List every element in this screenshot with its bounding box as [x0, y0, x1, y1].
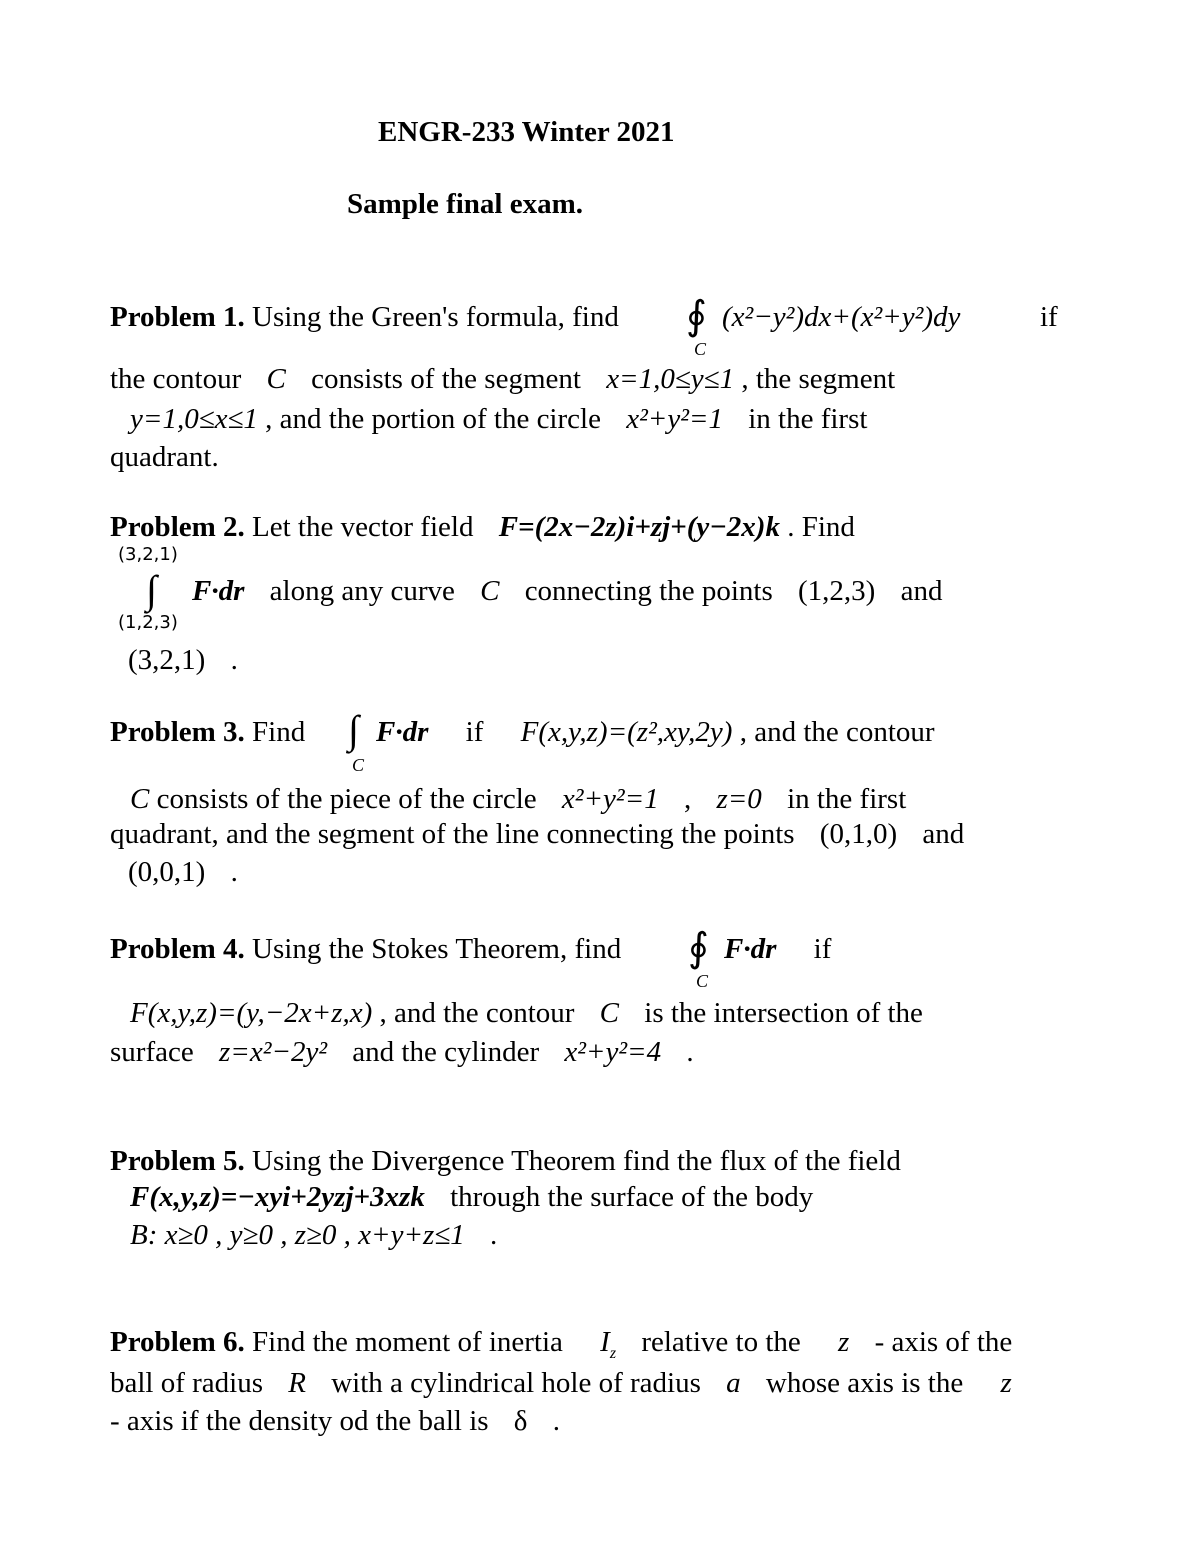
problem-5-text: through the surface of the body [450, 1181, 814, 1213]
problem-2-text: . [230, 644, 238, 676]
problem-1-segment-1: x=1,0≤y≤1 [606, 363, 735, 395]
problem-2-upper-bound: (3,2,1) [118, 544, 178, 565]
problem-3-text: . [230, 856, 238, 888]
problem-2-text: connecting the points [524, 575, 773, 607]
contour-integral-icon: ∮ [688, 925, 709, 970]
problem-2-label: Problem 2. [110, 511, 245, 543]
problem-6-text: with a cylindrical hole of radius [331, 1367, 701, 1399]
problem-6-hole-radius: a [726, 1367, 741, 1399]
problem-1-text: , and the portion of the circle [265, 403, 601, 435]
problem-2-field: F=(2x−2z)i+zj+(y−2x)k [498, 511, 780, 543]
problem-6-label: Problem 6. [110, 1326, 245, 1358]
problem-3-intro: Find [252, 716, 306, 748]
problem-6-text: . [552, 1405, 560, 1437]
problem-6-density: δ [513, 1405, 528, 1437]
problem-3-point-1: (0,1,0) [819, 818, 898, 850]
problem-4-label: Problem 4. [110, 933, 245, 965]
problem-6-inertia-subscript: z [609, 1344, 617, 1362]
problem-1-circle: x²+y²=1 [626, 403, 723, 435]
problem-3-contour-var: C [130, 783, 150, 815]
problem-1-contour-var: C [266, 363, 286, 395]
problem-3-text: consists of the piece of the circle [156, 783, 537, 815]
problem-1-expression: (x²−y²)dx+(x²+y²)dy [722, 301, 961, 333]
problem-6-intro: Find the moment of inertia [252, 1326, 563, 1358]
problem-6-text: - axis if the density od the ball is [110, 1405, 489, 1437]
problem-1-text: quadrant. [110, 441, 219, 473]
problem-3-text: in the first [787, 783, 907, 815]
problem-6-inertia-symbol: I [600, 1326, 610, 1358]
problem-3-contour-label: C [352, 755, 365, 775]
problem-4-text: , and the contour [379, 997, 575, 1029]
problem-4-integrand: F·dr [724, 933, 777, 965]
problem-2-lower-bound: (1,2,3) [118, 612, 178, 633]
problem-4-surface: z=x²−2y² [218, 1036, 328, 1068]
problem-2-text: . Find [787, 511, 855, 543]
problem-3-label: Problem 3. [110, 716, 245, 748]
problem-1-text: in the first [748, 403, 868, 435]
problem-6-text: whose axis is the [765, 1367, 964, 1399]
line-integral-icon: ∫ [146, 567, 157, 612]
problem-3-integrand: F·dr [376, 716, 429, 748]
problem-4-text: is the intersection of the [644, 997, 923, 1029]
problem-6-text: relative to the [641, 1326, 801, 1358]
problem-1-intro: Using the Green's formula, find [252, 301, 619, 333]
problem-3-text: if [465, 716, 484, 748]
problem-4-contour-var: C [599, 997, 620, 1029]
contour-integral-icon: ∮ [686, 293, 707, 338]
problem-2-curve: C [480, 575, 500, 607]
exam-course-title: ENGR-233 Winter 2021 [378, 116, 675, 148]
problem-6-inertia [600, 1326, 617, 1362]
problem-3-text: quadrant, and the segment of the line connecting the points [110, 818, 795, 850]
problem-3-text: , [683, 783, 692, 815]
problem-6-text: - axis of the [874, 1326, 1013, 1358]
problem-4-field: F(x,y,z)=(y,−2x+z,x) [130, 997, 373, 1029]
problem-6-radius: R [288, 1367, 306, 1399]
problem-4-intro: Using the Stokes Theorem, find [252, 933, 622, 965]
problem-3-field: F(x,y,z)=(z²,xy,2y) [520, 716, 733, 748]
problem-4-text: and the cylinder [352, 1036, 540, 1068]
problem-3-circle: x²+y²=1 [561, 783, 659, 815]
line-integral-icon: ∫ [348, 707, 359, 752]
problem-1-label: Problem 1. [110, 301, 245, 333]
problem-1-if: if [1040, 301, 1058, 333]
problem-1-segment-2: y=1,0≤x≤1 [130, 403, 258, 435]
problem-6-text: ball of radius [110, 1367, 264, 1399]
problem-3-text: , and the contour [739, 716, 935, 748]
problem-4-text: . [686, 1036, 694, 1068]
problem-5-intro: Using the Divergence Theorem find the flux of the field [252, 1145, 901, 1177]
problem-4-text: surface [110, 1036, 194, 1068]
problem-3-point-2: (0,0,1) [128, 856, 206, 888]
problem-4-cylinder: x²+y²=4 [564, 1036, 662, 1068]
problem-2-integrand: F·dr [192, 575, 245, 607]
exam-subtitle: Sample final exam. [347, 188, 584, 220]
problem-1-text: consists of the segment [311, 363, 581, 395]
problem-2-point-1: (1,2,3) [798, 575, 876, 607]
problem-2-text: along any curve [269, 575, 455, 607]
problem-3-plane: z=0 [716, 783, 762, 815]
problem-6-axis: z [838, 1326, 850, 1358]
problem-2-text: and [900, 575, 943, 607]
problem-5-label: Problem 5. [110, 1145, 245, 1177]
problem-6-axis: z [1000, 1367, 1012, 1399]
problem-4-text: if [813, 933, 832, 965]
problem-5-text: . [489, 1219, 498, 1251]
problem-3-text: and [922, 818, 965, 850]
problem-2-point-2: (3,2,1) [128, 644, 206, 676]
problem-2-intro: Let the vector field [252, 511, 474, 543]
problem-1-text: the contour [110, 363, 242, 395]
problem-4-contour-label: C [696, 971, 709, 991]
problem-5-body: B: x≥0 , y≥0 , z≥0 , x+y+z≤1 [130, 1219, 465, 1251]
problem-5-field: F(x,y,z)=−xyi+2yzj+3xzk [130, 1181, 425, 1213]
problem-1-text: , the segment [741, 363, 896, 395]
problem-1-contour-label: C [694, 339, 707, 359]
